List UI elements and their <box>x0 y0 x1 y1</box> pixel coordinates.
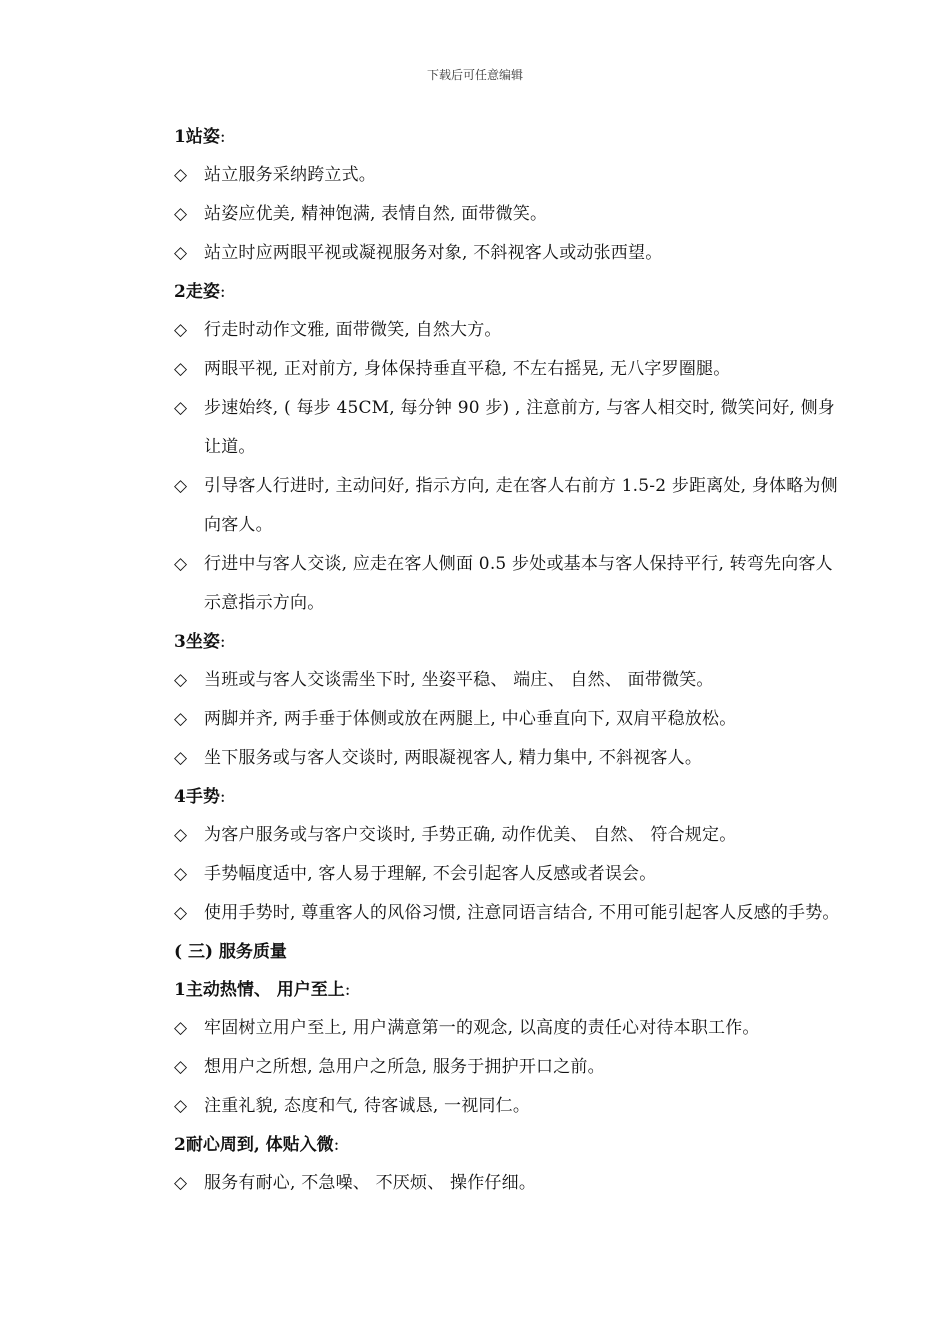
section-heading <box>174 1126 840 1164</box>
page-header: 下载后可任意编辑 <box>426 68 523 82</box>
section-heading-suffix: : <box>219 787 226 807</box>
diamond-bullet-icon: ◇ <box>174 1173 188 1193</box>
document-body <box>174 118 840 1203</box>
section-heading-text: 2走姿 <box>174 282 220 302</box>
section-heading-suffix: : <box>219 282 226 302</box>
section-heading <box>174 118 840 156</box>
list-item <box>174 894 840 933</box>
diamond-bullet-icon: ◇ <box>174 398 188 418</box>
diamond-bullet-icon: ◇ <box>174 476 188 496</box>
list-item <box>174 311 840 350</box>
section-heading-suffix: : <box>219 127 226 147</box>
section-heading-suffix: : <box>344 980 351 1000</box>
list-item-text: 站姿应优美, 精神饱满, 表情自然, 面带微笑。 <box>204 204 548 224</box>
list-item-text: 为客户服务或与客户交谈时, 手势正确, 动作优美、 自然、 符合规定。 <box>204 825 737 845</box>
diamond-bullet-icon: ◇ <box>174 204 188 224</box>
list-item <box>174 1009 840 1048</box>
diamond-bullet-icon: ◇ <box>174 243 188 263</box>
list-item <box>174 467 840 545</box>
list-item <box>174 389 840 467</box>
list-item-text: 站立服务采纳跨立式。 <box>204 165 376 185</box>
list-item <box>174 234 840 273</box>
list-item <box>174 195 840 234</box>
diamond-bullet-icon: ◇ <box>174 165 188 185</box>
list-item-text: 站立时应两眼平视或凝视服务对象, 不斜视客人或动张西望。 <box>204 243 663 263</box>
section-heading-text: 4手势 <box>174 787 220 807</box>
list-item <box>174 1164 840 1203</box>
diamond-bullet-icon: ◇ <box>174 748 188 768</box>
section-heading-text: 1站姿 <box>174 127 220 147</box>
diamond-bullet-icon: ◇ <box>174 320 188 340</box>
list-item-text: 使用手势时, 尊重客人的风俗习惯, 注意同语言结合, 不用可能引起客人反感的手势。 <box>204 903 840 923</box>
list-item <box>174 700 840 739</box>
diamond-bullet-icon: ◇ <box>174 1018 188 1038</box>
list-item <box>174 156 840 195</box>
list-item-text: 引导客人行进时, 主动问好, 指示方向, 走在客人右前方 1.5-2 步距离处, 身体略为侧向客人。 <box>204 476 838 535</box>
list-item <box>174 1048 840 1087</box>
list-item-text: 注重礼貌, 态度和气, 待客诚恳, 一视同仁。 <box>204 1096 531 1116</box>
diamond-bullet-icon: ◇ <box>174 1057 188 1077</box>
list-item-text: 行走时动作文雅, 面带微笑, 自然大方。 <box>204 320 502 340</box>
list-item <box>174 1087 840 1126</box>
section-heading-text: ( 三) 服务质量 <box>174 942 287 962</box>
list-item <box>174 855 840 894</box>
section-heading <box>174 778 840 816</box>
list-item-text: 牢固树立用户至上, 用户满意第一的观念, 以高度的责任心对待本职工作。 <box>204 1018 760 1038</box>
section-heading <box>174 273 840 311</box>
list-item <box>174 739 840 778</box>
list-item-text: 坐下服务或与客人交谈时, 两眼凝视客人, 精力集中, 不斜视客人。 <box>204 748 703 768</box>
list-item-text: 步速始终, ( 每步 45CM, 每分钟 90 步) , 注意前方, 与客人相交时, 微笑问好, 侧身让道。 <box>204 398 836 457</box>
list-item-text: 服务有耐心, 不急噪、 不厌烦、 操作仔细。 <box>204 1173 537 1193</box>
section-heading-suffix: : <box>333 1135 340 1155</box>
diamond-bullet-icon: ◇ <box>174 670 188 690</box>
list-item <box>174 661 840 700</box>
list-item-text: 两眼平视, 正对前方, 身体保持垂直平稳, 不左右摇晃, 无八字罗圈腿。 <box>204 359 731 379</box>
list-item <box>174 350 840 389</box>
section-heading-suffix: : <box>219 632 226 652</box>
section-heading-text: 3坐姿 <box>174 632 220 652</box>
list-item <box>174 816 840 855</box>
section-heading <box>174 933 840 971</box>
diamond-bullet-icon: ◇ <box>174 709 188 729</box>
section-heading <box>174 623 840 661</box>
list-item-text: 行进中与客人交谈, 应走在客人侧面 0.5 步处或基本与客人保持平行, 转弯先向客人示意指示方向。 <box>204 554 833 613</box>
diamond-bullet-icon: ◇ <box>174 903 188 923</box>
list-item-text: 手势幅度适中, 客人易于理解, 不会引起客人反感或者误会。 <box>204 864 657 884</box>
list-item <box>174 545 840 623</box>
diamond-bullet-icon: ◇ <box>174 1096 188 1116</box>
section-heading-text: 2耐心周到, 体贴入微 <box>174 1135 334 1155</box>
section-heading <box>174 971 840 1009</box>
section-heading-text: 1主动热情、 用户至上 <box>174 980 345 1000</box>
diamond-bullet-icon: ◇ <box>174 825 188 845</box>
list-item-text: 两脚并齐, 两手垂于体侧或放在两腿上, 中心垂直向下, 双肩平稳放松。 <box>204 709 737 729</box>
list-item-text: 当班或与客人交谈需坐下时, 坐姿平稳、 端庄、 自然、 面带微笑。 <box>204 670 714 690</box>
list-item-text: 想用户之所想, 急用户之所急, 服务于拥护开口之前。 <box>204 1057 605 1077</box>
diamond-bullet-icon: ◇ <box>174 359 188 379</box>
diamond-bullet-icon: ◇ <box>174 554 188 574</box>
diamond-bullet-icon: ◇ <box>174 864 188 884</box>
